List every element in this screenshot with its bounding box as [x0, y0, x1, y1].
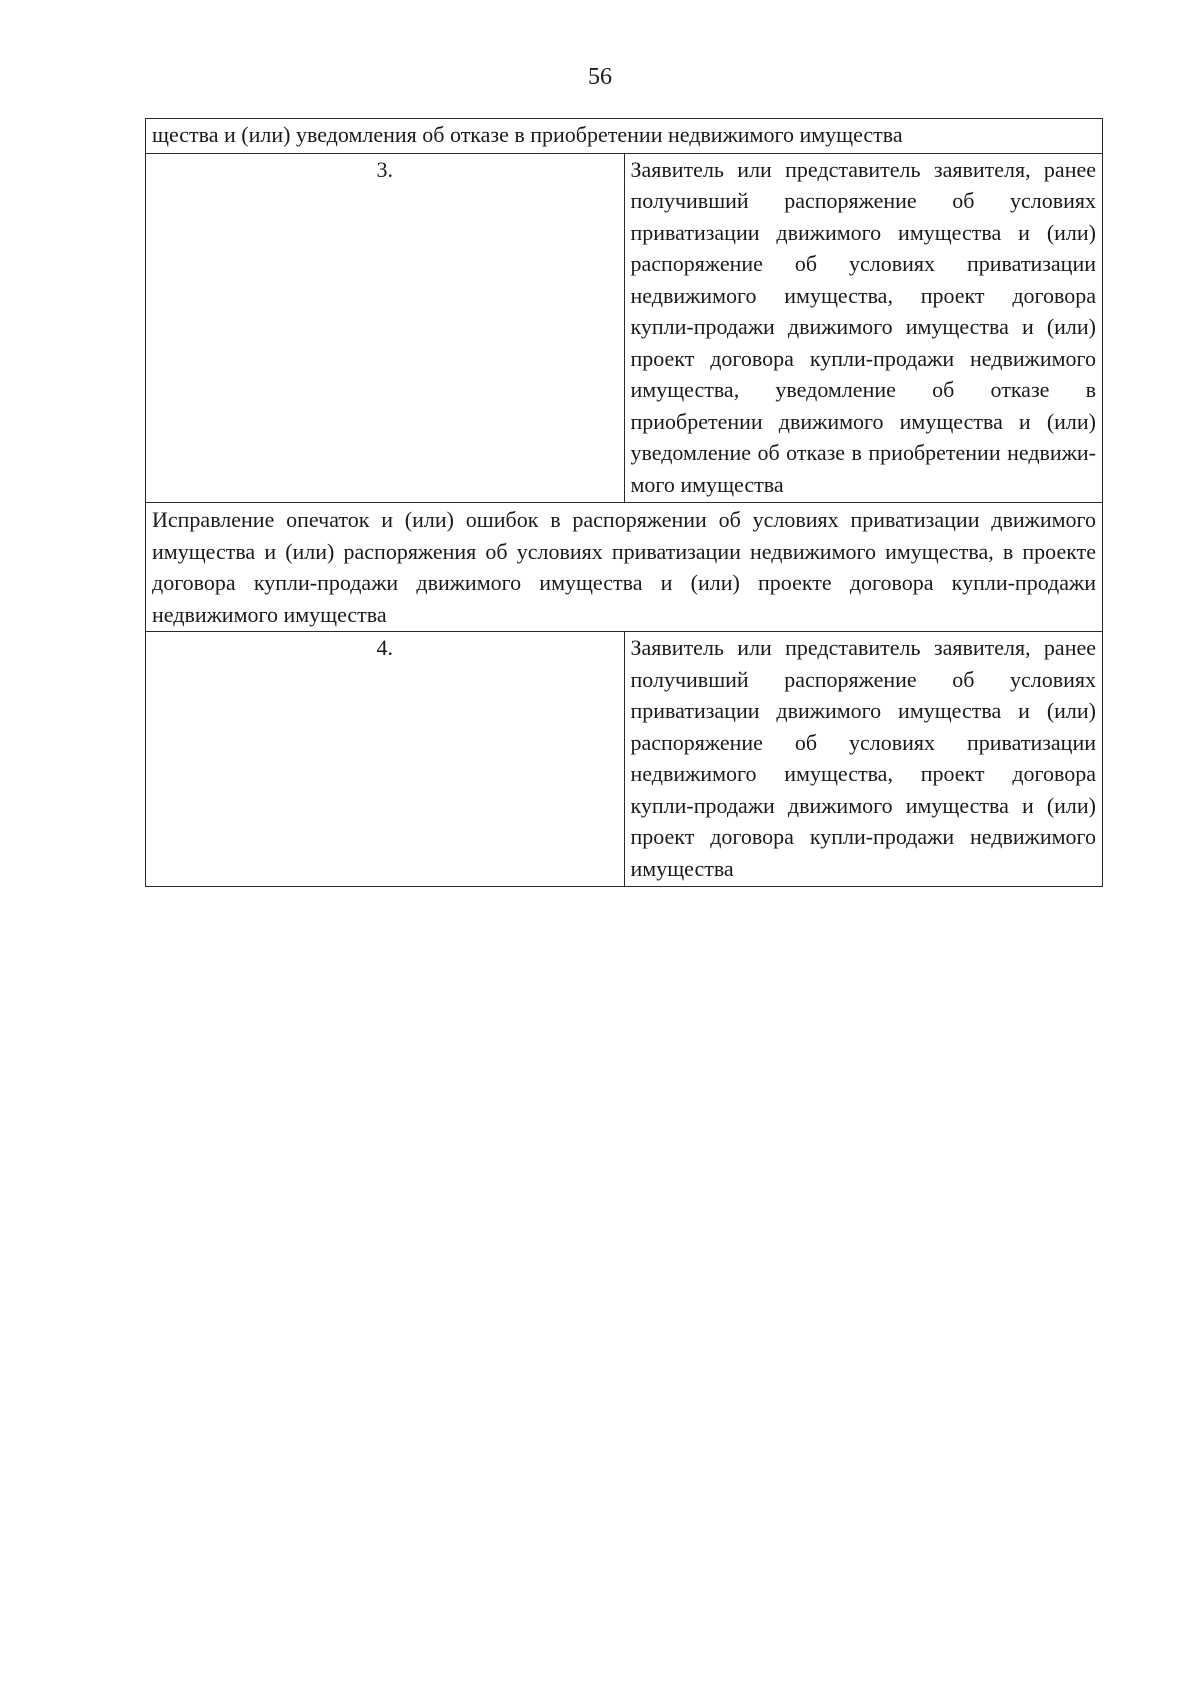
- row-number-4: 4.: [146, 632, 625, 887]
- section-header: Исправление опечаток и (или) ошибок в распоряжении об условиях приватизации движимого имущества и (или) распоряжения об условиях приватизации недвижимого имущества, в проекте договора купли-продажи движимого имущества и (или) проекте договора купли-продажи недвижимого имущества: [146, 503, 1103, 632]
- table-section-header-row: [146, 503, 1103, 632]
- continuation-text: щества и (или) уведомления об отказе в приобретении недвижимого имущества: [146, 119, 1103, 154]
- row-description-4: Заявитель или представитель заявителя, ранее получивший распоряжение об условиях приватизации движимого имущества и (или) распоряжение об условиях приватизации недвижимого имущества, проект договора купли-продажи движимого имущества и (или) проект договора купли-продажи недвижимого имущества: [624, 632, 1103, 887]
- table-row-4: [146, 632, 1103, 887]
- services-table: [145, 118, 1103, 887]
- row-description-3: Заявитель или представитель заявителя, ранее получивший распоряжение об условиях приватизации движимого имущества и (или) распоряжение об условиях приватизации недвижимого имущества, проект договора купли-продажи движимого имущества и (или) проект договора купли-продажи недвижимого имущества, уведомление об отказе в приобретении движимого имущества и (или) уведомление об отказе в приобретении недвижимого имущества: [624, 153, 1103, 503]
- row-number-3: 3.: [146, 153, 625, 503]
- table-row-continuation: [146, 119, 1103, 154]
- table-row-3: [146, 153, 1103, 503]
- page-number: 56: [588, 64, 612, 90]
